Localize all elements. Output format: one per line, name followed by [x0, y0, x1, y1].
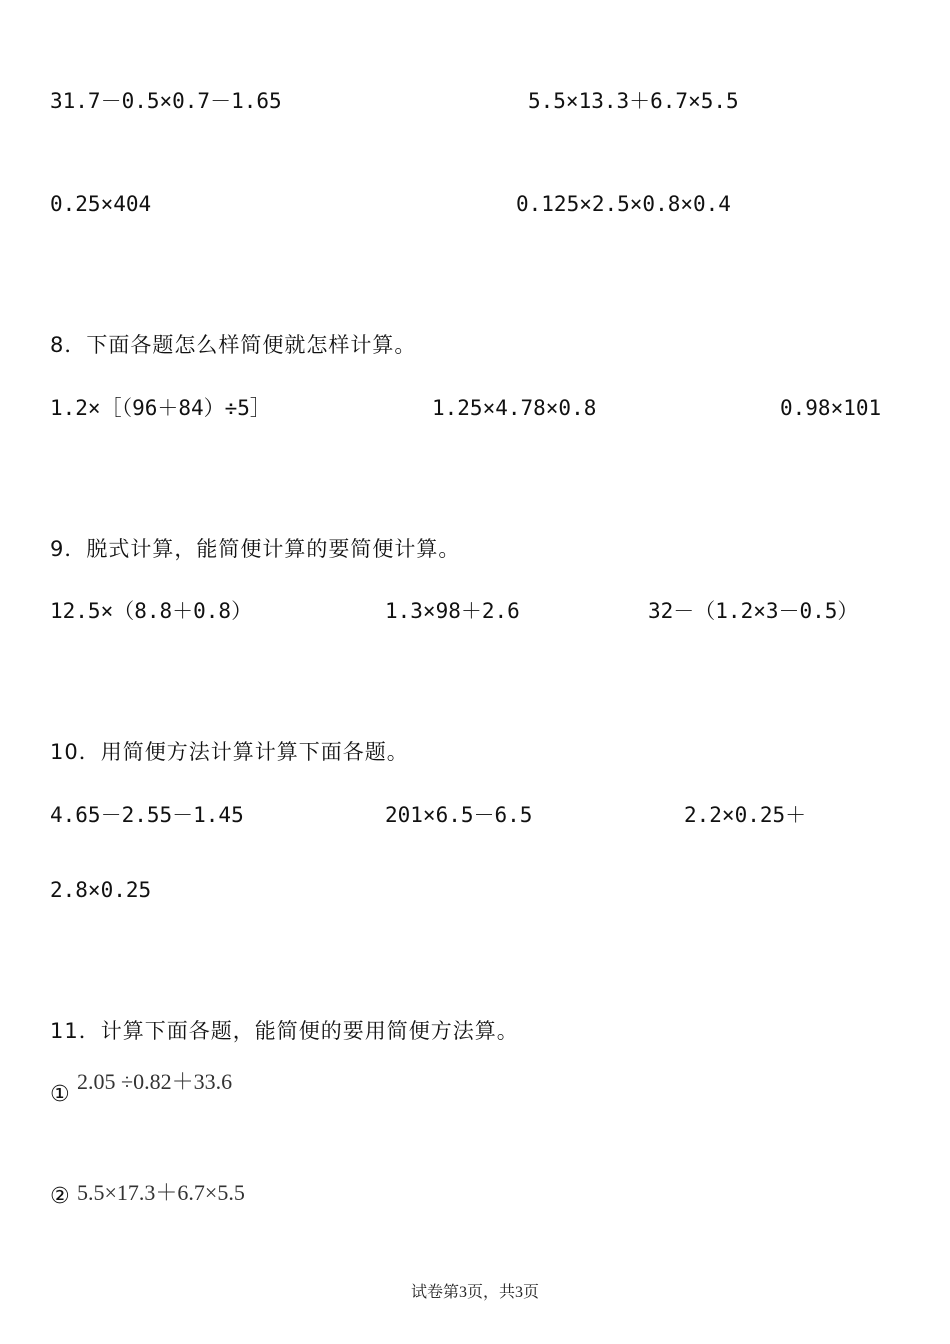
expression: 5.5×17.3＋6.7×5.5: [77, 1180, 245, 1205]
expression: 0.98×101: [780, 396, 882, 420]
expression: 1.2×［（96＋84）÷5］: [50, 396, 271, 420]
expression: 2.2×0.25＋: [684, 803, 807, 827]
expression: 2.05 ÷0.82＋33.6: [77, 1069, 233, 1094]
expression: 201×6.5－6.5: [385, 803, 533, 827]
circled-number-1: ①: [50, 1082, 70, 1107]
expression: 4.65－2.55－1.45: [50, 803, 244, 827]
expression: 2.8×0.25: [50, 878, 152, 902]
expression: 31.7－0.5×0.7－1.65: [50, 89, 282, 113]
question-title: 10．用简便方法计算计算下面各题。: [50, 740, 409, 764]
page-footer: 试卷第3页，共3页: [410, 1284, 539, 1301]
expression: 0.125×2.5×0.8×0.4: [516, 192, 731, 216]
expression: 1.25×4.78×0.8: [432, 396, 597, 420]
question-title: 8．下面各题怎么样简便就怎样计算。: [50, 333, 417, 357]
expression: 5.5×13.3＋6.7×5.5: [528, 89, 739, 113]
question-title: 9．脱式计算，能简便计算的要简便计算。: [50, 537, 461, 561]
expression: 0.25×404: [50, 192, 152, 216]
expression: 1.3×98＋2.6: [385, 599, 520, 623]
expression: 32－（1.2×3－0.5）: [648, 599, 859, 623]
question-title: 11．计算下面各题，能简便的要用简便方法算。: [50, 1019, 519, 1043]
circled-number-2: ②: [50, 1184, 70, 1209]
expression: 12.5×（8.8＋0.8）: [50, 599, 253, 623]
